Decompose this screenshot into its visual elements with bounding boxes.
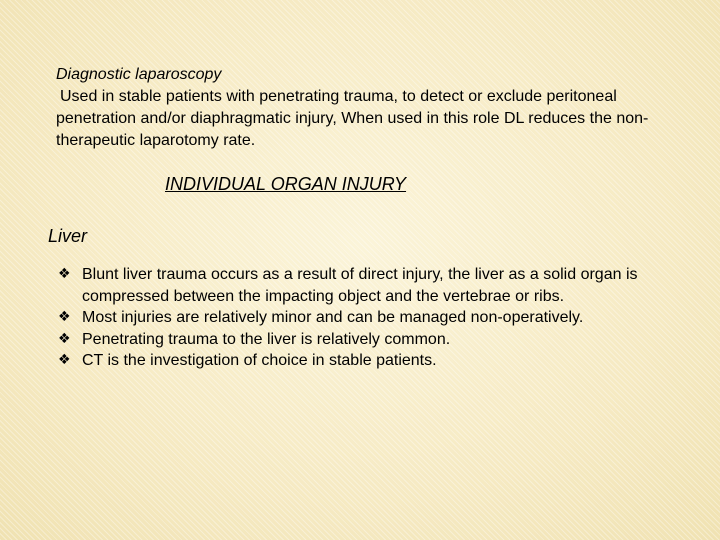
section-title: INDIVIDUAL ORGAN INJURY xyxy=(165,174,407,194)
intro-paragraph: Used in stable patients with penetrating trauma, to detect or exclude peritoneal penetration and/or diaphragmatic injury, When used in this role DL reduces the non-therapeutic laparotomy rate. xyxy=(56,88,649,149)
diamond-star-bullet-icon: ❖ xyxy=(58,352,71,368)
intro-heading: Diagnostic laparoscopy xyxy=(56,66,222,83)
intro-block xyxy=(56,64,696,152)
diamond-star-bullet-icon: ❖ xyxy=(58,330,71,347)
bullet-text: CT is the investigation of choice in stable patients. xyxy=(82,352,437,369)
subsection-title: Liver xyxy=(48,226,88,246)
bullet-list xyxy=(58,264,678,372)
diamond-star-bullet-icon: ❖ xyxy=(58,309,71,325)
diamond-star-bullet-icon: ❖ xyxy=(58,266,71,282)
list-item xyxy=(58,307,678,329)
list-item xyxy=(58,350,678,372)
bullet-text: Most injuries are relatively minor and can be managed non-operatively. xyxy=(82,309,584,326)
list-item xyxy=(58,329,678,351)
bullet-text: Blunt liver trauma occurs as a result of direct injury, the liver as a solid organ is compressed between the impacting object and the vertebrae or ribs. xyxy=(82,266,638,305)
bullet-text: Penetrating trauma to the liver is relatively common. xyxy=(82,330,451,348)
list-item xyxy=(58,264,678,307)
